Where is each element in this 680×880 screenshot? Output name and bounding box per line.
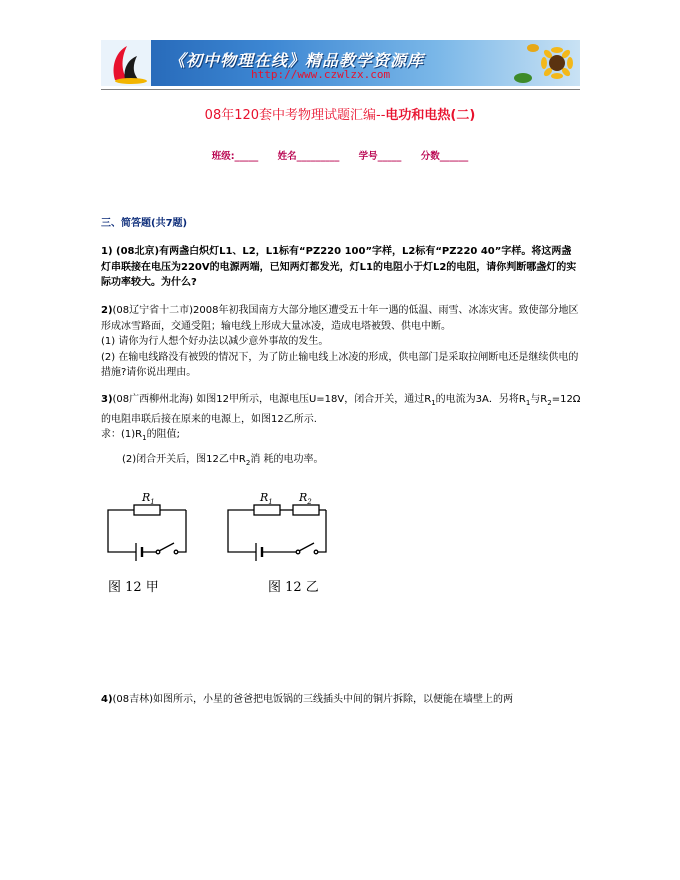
question-1-number: 1)	[101, 246, 113, 257]
question-3-sub-2-a: (2)闭合开关后，图12乙中R	[122, 453, 246, 465]
resistor-r1-a	[134, 505, 160, 515]
switch-blade-a	[159, 543, 174, 551]
subscript: 2	[547, 399, 552, 407]
resistor-r1-label-a: $R_1$	[142, 491, 155, 506]
title-prefix: 08年120套中考物理试题汇编--	[204, 108, 386, 123]
question-2-sub-2: (2) 在输电线路没有被毁的情况下，为了防止输电线上冰凌的形成，供电部门是采取拉闸断电还是继续供电的措施?请你说出理由。	[101, 351, 579, 378]
circuit-diagrams	[100, 488, 340, 570]
switch-contact-b	[314, 550, 318, 554]
circuit-b-wire	[318, 510, 326, 552]
class-field: 班级:_____	[211, 151, 259, 162]
question-3	[101, 392, 581, 471]
title-main: 电功和电热(二)	[385, 108, 476, 123]
site-url[interactable]: http://www.czwlzx.com	[251, 68, 391, 81]
question-3-number: 3)	[101, 394, 113, 405]
question-3-sub-1-b: 的阻值;	[146, 429, 180, 440]
sunflower-icon	[513, 40, 580, 86]
question-1-text: (08北京)有两盏白炽灯L1、L2，L1标有“PZ220 100”字样，L2标有“PZ220 40”字样。将这两盏灯串联接在电压为220V的电源两端，已知两灯都发光，灯L1的电阻小于灯L2的电阻，请你判断哪盏灯的实际功率较大。为什么?	[101, 246, 577, 288]
question-3-sub-1-a: 求：(1)R	[101, 429, 143, 440]
section-heading: 三、简答题(共7题)	[101, 218, 188, 229]
question-4-text: (08吉林)如图所示，小星的爸爸把电饭锅的三线插头中间的铜片拆除，以便能在墙壁上的两	[112, 694, 514, 705]
subscript: 1	[142, 434, 147, 442]
question-4	[101, 692, 581, 708]
circuit-b-wire	[228, 510, 256, 552]
figure-caption-b: 图 12 乙	[268, 580, 319, 595]
subscript: 1	[431, 399, 436, 407]
student-info-line	[0, 148, 680, 162]
question-3-text-d: =12Ω的电阻串联后接在原来的电源上，如图12乙所示.	[101, 394, 581, 425]
name-field: 姓名_________	[277, 151, 340, 162]
switch-contact-a	[174, 550, 178, 554]
question-3-sub-1	[101, 427, 581, 447]
question-2	[101, 303, 581, 381]
site-name: 《初中物理在线》精品教学资源库	[169, 51, 425, 70]
switch-blade-b	[299, 543, 314, 551]
resistor-r2-label-b: $R_2$	[299, 491, 312, 506]
question-3-sub-2	[101, 452, 581, 472]
question-2-number: 2)	[101, 305, 113, 316]
question-2-sub-1: (1) 请你为行人想个好办法以减少意外事故的发生。	[101, 336, 329, 347]
question-2-text: (08辽宁省十二市)2008年初我国南方大部分地区遭受五十年一遇的低温、雨雪、冰冻灾害。致使部分地区形成冰雪路面，交通受阻；输电线上形成大量冰凌，造成电塔被毁、供电中断。	[101, 305, 579, 332]
circuit-a-wire	[178, 510, 186, 552]
header-rule	[101, 89, 580, 90]
student-number-field: 学号_____	[358, 151, 402, 162]
question-3-text-a: (08广西柳州北海) 如图12甲所示，电源电压U=18V，闭合开关，通过R	[112, 394, 432, 405]
resistor-r1-label-b: $R_1$	[260, 491, 273, 506]
question-4-number: 4)	[101, 694, 113, 705]
question-3-sub-2-b: 消 耗的电功率。	[250, 453, 324, 465]
header-banner	[101, 40, 580, 86]
question-3-text-b: 的电流为3A．另将R	[435, 394, 526, 405]
score-field: 分数______	[420, 151, 469, 162]
question-1	[101, 244, 581, 291]
subscript: 1	[525, 399, 531, 407]
site-logo	[101, 40, 151, 86]
subscript: 2	[245, 458, 251, 467]
resistor-r2-b	[293, 505, 319, 515]
question-3-text-c: 与R	[530, 394, 548, 405]
circuit-a-wire	[108, 510, 136, 552]
page-title	[0, 104, 680, 123]
figure-caption-a: 图 12 甲	[108, 580, 159, 595]
resistor-r1-b	[254, 505, 280, 515]
